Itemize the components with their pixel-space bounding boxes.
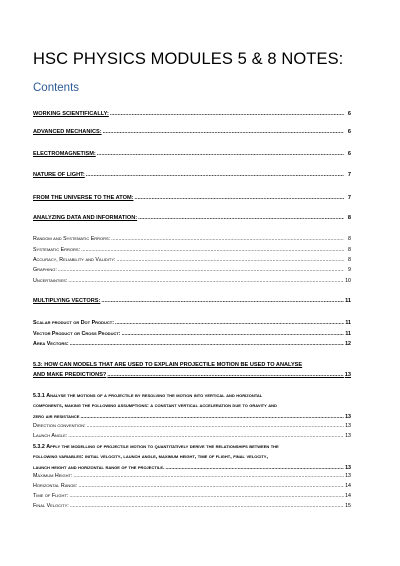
toc-page-number: 10 xyxy=(345,278,351,284)
toc-leader xyxy=(68,278,344,284)
toc-page-number: 14 xyxy=(345,483,351,489)
toc-label-line2: components, making the following assumptions: a constant vertical acceleration due to gravity and xyxy=(33,403,277,410)
toc-leader xyxy=(58,267,344,273)
toc-page-number: 15 xyxy=(345,503,351,509)
toc-leader xyxy=(97,151,344,157)
toc-label: FROM THE UNIVERSE TO THE ATOM: xyxy=(33,195,134,201)
toc-page-number: 7 xyxy=(347,172,351,178)
toc-leader xyxy=(101,298,344,304)
toc-page-number: 13 xyxy=(345,413,351,420)
toc-entry-area-vectors[interactable] xyxy=(33,341,351,347)
toc-leader xyxy=(80,412,344,422)
toc-label: Scalar product or Dot Product: xyxy=(33,320,114,326)
toc-entry-nature-of-light[interactable] xyxy=(33,172,351,178)
toc-label: Maximum Height: xyxy=(33,473,73,479)
toc-label: MULTIPLYING VECTORS: xyxy=(33,298,101,304)
toc-leader xyxy=(107,370,343,380)
toc-entry-maximum-height[interactable] xyxy=(33,473,351,479)
toc-label: ELECTROMAGNETISM: xyxy=(33,151,96,157)
toc-page-number: 13 xyxy=(345,473,351,479)
toc-label-line3: zero air resistance xyxy=(33,413,80,420)
toc-label-line2: AND MAKE PREDICTIONS? xyxy=(33,372,107,379)
toc-leader xyxy=(68,433,344,439)
toc-label: NATURE OF LIGHT: xyxy=(33,172,85,178)
toc-leader xyxy=(117,257,345,263)
toc-label-line1: Apply the modelling of projectile motion to quantitatively derive the relationships between the xyxy=(46,444,279,450)
toc-label: Systematic Errors: xyxy=(33,247,81,253)
toc-entry-final-velocity[interactable] xyxy=(33,503,351,509)
toc-page-number: 7 xyxy=(347,195,351,201)
toc-page-number: 13 xyxy=(345,423,351,429)
toc-leader xyxy=(69,493,344,499)
toc-leader xyxy=(111,236,344,242)
toc-page-number: 11 xyxy=(345,331,351,337)
toc-label: Random and Systematic Errors: xyxy=(33,236,111,242)
toc-label-line2: following variables: initial velocity, launch angle, maximum height, time of flight, final velocity, xyxy=(33,454,268,461)
toc-leader xyxy=(87,423,344,429)
toc-label: WORKING SCIENTIFICALLY: xyxy=(33,111,109,117)
toc-entry-electromagnetism[interactable] xyxy=(33,151,351,157)
toc-label-line1: 5.3: HOW CAN MODELS THAT ARE USED TO EXPLAIN PROJECTILE MOTION BE USED TO ANALYSE xyxy=(33,362,303,368)
toc-leader xyxy=(103,129,344,135)
toc-page-number: 8 xyxy=(347,215,351,221)
toc-leader xyxy=(138,215,344,221)
toc-leader xyxy=(110,111,344,117)
toc-page-number: 13 xyxy=(345,433,351,439)
toc-page-number: 6 xyxy=(347,151,351,157)
toc-label: Direction convention: xyxy=(33,423,86,429)
toc-page-number: 6 xyxy=(347,111,351,117)
toc-entry-direction-convention[interactable] xyxy=(33,423,351,429)
toc-entry-5-3-1[interactable] xyxy=(33,391,351,422)
toc-item-number: 5.3.2 xyxy=(33,444,45,450)
toc-leader xyxy=(81,247,344,253)
toc-label: Launch Angle: xyxy=(33,433,68,439)
toc-page-number: 9 xyxy=(348,267,351,273)
toc-label: Final Velocity: xyxy=(33,503,69,509)
toc-entry-time-of-flight[interactable] xyxy=(33,493,351,499)
toc-page-number: 6 xyxy=(347,129,351,135)
toc-page-number: 8 xyxy=(348,257,351,263)
toc-entry-vector-product[interactable] xyxy=(33,331,351,337)
toc-entry-working-scientifically[interactable] xyxy=(33,111,351,117)
toc-label-line1: Analyse the motions of a projectile by resolving the motion into vertical and horizontal xyxy=(46,393,263,399)
toc-leader xyxy=(70,503,344,509)
toc-label: Accuracy, Reliability and Validity: xyxy=(33,257,116,263)
toc-label: ANALYZING DATA AND INFORMATION: xyxy=(33,215,138,221)
toc-page-number: 13 xyxy=(345,464,351,471)
toc-entry-accuracy-reliability-validity[interactable] xyxy=(33,257,351,263)
toc-entry-5-3-2[interactable] xyxy=(33,442,351,473)
toc-page-number: 14 xyxy=(345,493,351,499)
toc-entry-advanced-mechanics[interactable] xyxy=(33,129,351,135)
toc-leader xyxy=(134,195,344,201)
contents-heading: Contents xyxy=(33,82,80,94)
toc-label-line3: launch height and horizontal range of the projectile. xyxy=(33,464,165,471)
toc-entry-graphing[interactable] xyxy=(33,267,351,273)
toc-leader xyxy=(165,463,344,473)
toc-entry-launch-angle[interactable] xyxy=(33,433,351,439)
toc-leader xyxy=(115,320,344,326)
toc-entry-analyzing-data[interactable] xyxy=(33,215,351,221)
toc-label: Horizontal Range: xyxy=(33,483,78,489)
toc-entry-universe-to-atom[interactable] xyxy=(33,195,351,201)
toc-label: Uncertainties: xyxy=(33,278,68,284)
toc-entry-multiplying-vectors[interactable] xyxy=(33,298,351,304)
toc-entry-uncertainties[interactable] xyxy=(33,278,351,284)
toc-label: Time of Flight: xyxy=(33,493,69,499)
toc-label: Area Vectors: xyxy=(33,341,69,347)
toc-entry-random-systematic-errors[interactable] xyxy=(33,236,351,242)
toc-leader xyxy=(73,473,344,479)
toc-label: Graphing: xyxy=(33,267,57,273)
toc-leader xyxy=(79,483,344,489)
toc-page-number: 8 xyxy=(348,247,351,253)
toc-entry-section-5-3[interactable] xyxy=(33,360,351,381)
toc-entry-horizontal-range[interactable] xyxy=(33,483,351,489)
toc-page-number: 11 xyxy=(345,320,351,326)
toc-page-number: 12 xyxy=(345,341,351,347)
toc-page-number: 8 xyxy=(348,236,351,242)
toc-page-number: 11 xyxy=(345,298,351,304)
document-title: HSC PHYSICS MODULES 5 & 8 NOTES: xyxy=(33,50,344,68)
toc-label: Vector Product or Cross Product: xyxy=(33,331,121,337)
toc-entry-scalar-product[interactable] xyxy=(33,320,351,326)
toc-item-number: 5.3.1 xyxy=(33,393,45,399)
toc-leader xyxy=(86,172,344,178)
toc-leader xyxy=(70,341,344,347)
toc-page-number: 13 xyxy=(344,372,351,379)
toc-label: ADVANCED MECHANICS: xyxy=(33,129,102,135)
toc-entry-systematic-errors[interactable] xyxy=(33,247,351,253)
toc-leader xyxy=(122,331,344,337)
